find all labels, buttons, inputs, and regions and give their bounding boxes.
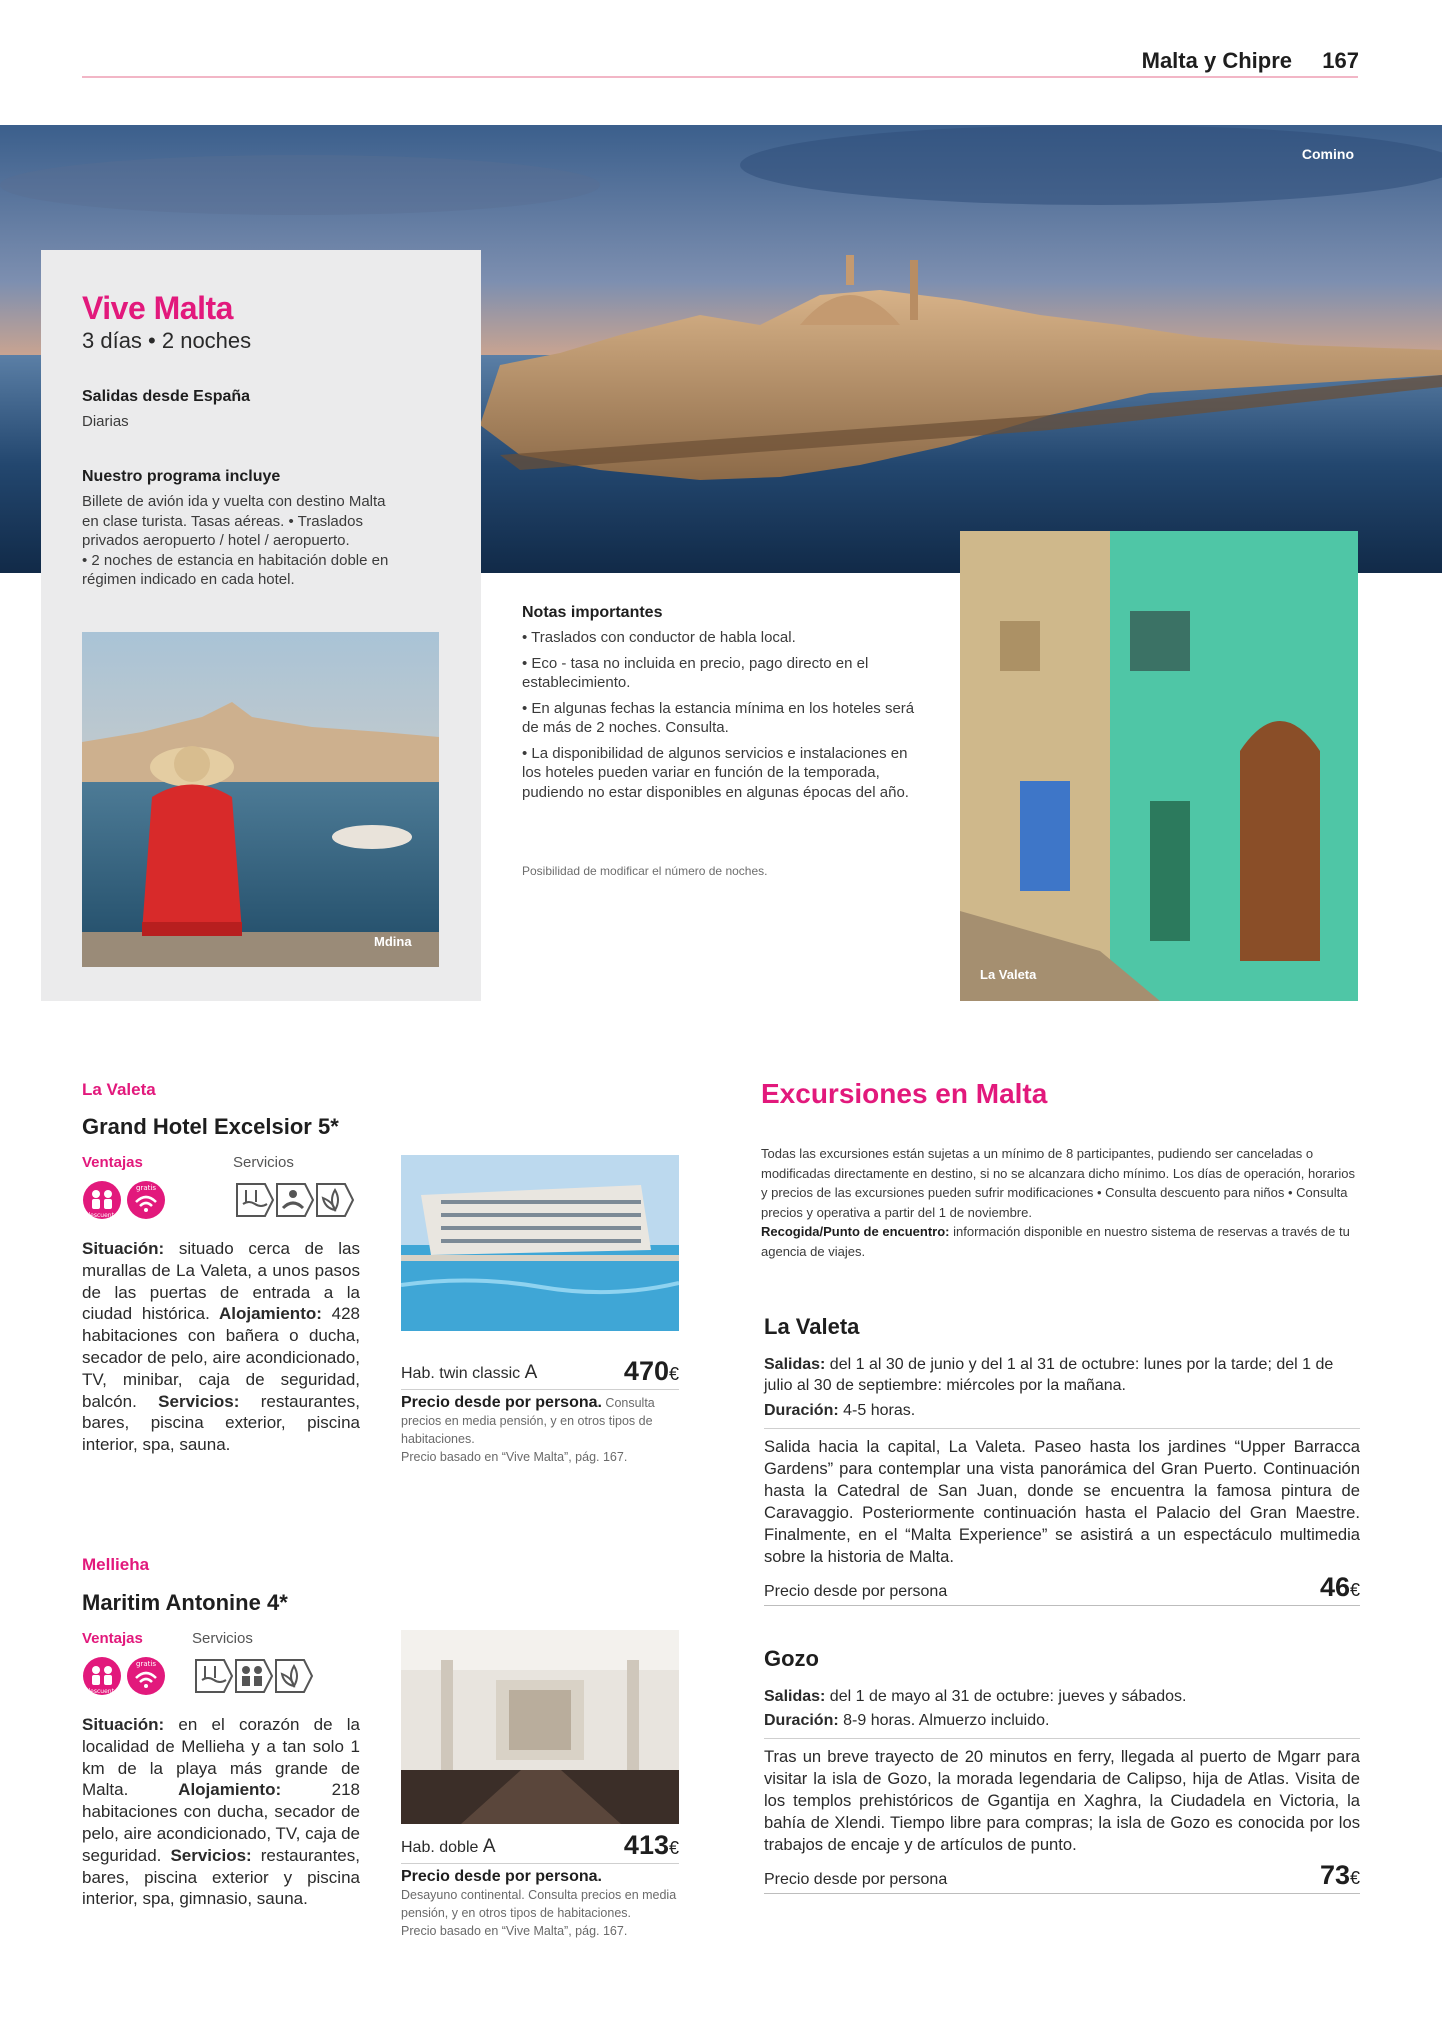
- mdina-photo: [82, 632, 439, 967]
- price-value: 73: [1319, 1860, 1350, 1890]
- excursion-duracion: [764, 1710, 1360, 1731]
- hotel-name: Grand Hotel Excelsior 5*: [82, 1114, 339, 1139]
- hotel-city: La Valeta: [82, 1080, 156, 1099]
- section-title: Malta y Chipre: [1141, 48, 1292, 73]
- excursion-name: La Valeta: [764, 1314, 860, 1339]
- room-type-text: Hab. doble: [401, 1839, 479, 1856]
- notes-item: • La disponibilidad de algunos servicios e instalaciones en los hoteles pueden variar en función de la temporada, pudiendo no estar disponibles en algunas épocas del año.: [522, 744, 909, 801]
- header-rule: [82, 76, 1358, 78]
- salidas-text: del 1 de mayo al 31 de octubre: jueves y sábados.: [825, 1688, 1187, 1705]
- servicios-icons: [233, 1178, 363, 1222]
- price-note-ref: Precio basado en “Vive Malta”, pág. 167.: [401, 1450, 628, 1464]
- desc-label: Servicios:: [136, 1391, 240, 1411]
- wellness-icon: [276, 1660, 312, 1692]
- excursion-duracion: [764, 1400, 1360, 1421]
- programa-heading: Nuestro programa incluye: [82, 468, 281, 485]
- desc-text: en el corazón de la localidad de Mellieha y a tan solo 1 km de la playa más grande de Malta.: [82, 1715, 360, 1800]
- mdina-caption: Mdina: [374, 934, 412, 949]
- salidas-text: del 1 al 30 de junio y del 1 al 31 de octubre: lunes por la tarde; del 1 de julio al 30 de septiembre: miércoles por la mañana.: [764, 1356, 1334, 1394]
- desc-text: restaurantes, bares, piscina exterior, piscina interior, spa, sauna.: [82, 1391, 360, 1455]
- excursions-intro: [761, 1144, 1357, 1261]
- hotel-description: [82, 1714, 360, 1910]
- excursion-description: Salida hacia la capital, La Valeta. Paseo hasta los jardines “Upper Barracca Gardens” para contemplar una vista panorámica del Gran Puerto. Continuación hasta la Catedral de San Juan, donde se encuentra la famosa pintura de Caravaggio. Posteriormente continuación hasta el Palacio del Gran Maestre. Finalmente, en el “Malta Experience” se asistirá a un espectáculo multimedia sobre la historia de Malta.: [764, 1437, 1360, 1566]
- price-currency: €: [668, 1364, 679, 1384]
- programa-body: [82, 492, 462, 590]
- price-note-text: Desayuno continental. Consulta precios en media pensión, y en otros tipos de habitaciones.: [401, 1888, 677, 1920]
- room-price-row: [401, 1354, 679, 1390]
- recogida-label: Recogida/Punto de encuentro:: [761, 1224, 950, 1239]
- programa-line: en clase turista. Tasas aéreas. • Traslados: [82, 512, 363, 530]
- room-price: [624, 1356, 679, 1387]
- price-note-head: Precio desde por persona.: [401, 1868, 602, 1885]
- duracion-text: 8-9 horas. Almuerzo incluido.: [838, 1712, 1050, 1729]
- notes-footnote: Posibilidad de modificar el número de noches.: [522, 864, 768, 878]
- excursion-price-row: [764, 1860, 1360, 1894]
- price-currency: €: [1349, 1868, 1360, 1888]
- price-currency: €: [668, 1838, 679, 1858]
- ventajas-label: Ventajas: [82, 1154, 143, 1171]
- notes-item: • Traslados con conductor de habla local.: [522, 629, 796, 646]
- salidas-body: Diarias: [82, 413, 129, 430]
- hotel-name: Maritim Antonine 4*: [82, 1590, 288, 1615]
- excursion-price: [1320, 1572, 1360, 1603]
- price-note-ref: Precio basado en “Vive Malta”, pág. 167.: [401, 1924, 628, 1938]
- desc-text: situado cerca de las murallas de La Valeta, a unos pasos de las puertas de entrada a la ciudad histórica.: [82, 1239, 360, 1324]
- ventajas-label: Ventajas: [82, 1630, 143, 1647]
- price-note-text: Consulta precios en media pensión, y en otros tipos de habitaciones.: [401, 1396, 655, 1446]
- servicios-label: Servicios: [233, 1154, 294, 1171]
- excursion-salidas: [764, 1354, 1360, 1396]
- excursion-divider: [764, 1738, 1360, 1739]
- price-note-head: Precio desde por persona.: [401, 1394, 602, 1411]
- recogida-text: información disponible en nuestro sistema de reservas a través de tu agencia de viajes.: [761, 1224, 1350, 1259]
- duracion-label: Duración:: [764, 1712, 839, 1729]
- desc-label: Alojamiento:: [128, 1780, 282, 1800]
- package-duration: 3 días • 2 noches: [82, 328, 252, 353]
- programa-line: régimen indicado en cada hotel.: [82, 571, 295, 588]
- svg-text:descuento: descuento: [86, 1212, 118, 1219]
- price-note: [401, 1868, 679, 1940]
- room-type: [401, 1362, 537, 1384]
- svg-text:gratis: gratis: [136, 1660, 156, 1668]
- package-title: Vive Malta: [82, 290, 233, 326]
- excursion-divider: [764, 1428, 1360, 1429]
- excursion-name: Gozo: [764, 1646, 819, 1671]
- hotel-photo-excelsior: [401, 1155, 679, 1331]
- svg-text:descuento: descuento: [86, 1688, 118, 1695]
- notes-list: [522, 628, 922, 808]
- pool-icon: [237, 1184, 273, 1216]
- duracion-text: 4-5 horas.: [838, 1402, 916, 1419]
- programa-line: • 2 noches de estancia en habitación doble en: [82, 551, 389, 569]
- notes-heading: Notas importantes: [522, 604, 663, 621]
- la-valeta-caption: La Valeta: [980, 967, 1037, 982]
- la-valeta-street-photo: [960, 531, 1358, 1001]
- price-value: 46: [1319, 1572, 1350, 1602]
- duracion-label: Duración:: [764, 1402, 839, 1419]
- desc-text: 428 habitaciones con bañera o ducha, secador de pelo, aire acondicionado, TV, minibar, caja de seguridad, balcón.: [82, 1304, 360, 1411]
- desc-label: Situación:: [82, 1239, 165, 1258]
- wifi-gratis-icon: [127, 1181, 165, 1219]
- notes-item: • Eco - tasa no incluida en precio, pago directo en el establecimiento.: [522, 654, 869, 691]
- hotel-description: [82, 1238, 360, 1456]
- room-code: A: [524, 1362, 538, 1383]
- room-type: [401, 1836, 496, 1858]
- pool-icon: [196, 1660, 232, 1692]
- excursion-description: Tras un breve trayecto de 20 minutos en ferry, llegada al puerto de Mgarr para visitar la isla de Gozo, la morada legendaria de Calipso, hija de Atlas. Visita de los templos prehistóricos de Ggantija en Xaghra, la Ciudadela en Victoria, la bahía de Xlendi. Tiempo libre para compras; la isla de Gozo es conocida por los trabajos de encaje y de artículos de punto.: [764, 1747, 1360, 1854]
- desc-label: Situación:: [82, 1715, 165, 1734]
- desc-text: restaurantes, bares, piscina exterior y piscina interior, spa, gimnasio, sauna.: [82, 1845, 360, 1909]
- family-discount-icon: [83, 1657, 121, 1695]
- programa-line: Billete de avión ida y vuelta con destino Malta: [82, 493, 386, 510]
- family-discount-icon: [83, 1181, 121, 1219]
- spa-icon: [277, 1184, 313, 1216]
- excursion-price-label: Precio desde por persona: [764, 1871, 948, 1888]
- price-value: 413: [623, 1830, 669, 1860]
- room-price-row: [401, 1828, 679, 1864]
- excursion-price-label: Precio desde por persona: [764, 1583, 948, 1600]
- notes-item: • En algunas fechas la estancia mínima en los hoteles será de más de 2 noches. Consulta.: [522, 699, 915, 736]
- servicios-label: Servicios: [192, 1630, 253, 1647]
- desc-label: Servicios:: [161, 1845, 252, 1865]
- hotel-city: Mellieha: [82, 1555, 150, 1574]
- excursions-intro-text: Todas las excursiones están sujetas a un mínimo de 8 participantes, pudiendo ser canceladas o modificadas directamente en destino, si no se alcanzara dicho mínimo. Los días de operación, horarios y precios de las excursiones pueden sufrir modificaciones • Consulta descuento para niños • Consulta precios y operativa a partir del 1 de noviembre.: [761, 1146, 1355, 1220]
- desc-text: 218 habitaciones con ducha, secador de pelo, aire acondicionado, TV, caja de seguridad.: [82, 1780, 360, 1865]
- price-value: 470: [623, 1356, 669, 1386]
- salidas-label: Salidas:: [764, 1356, 826, 1373]
- excursion-salidas: [764, 1686, 1360, 1707]
- room-code: A: [482, 1836, 496, 1857]
- excursion-price: [1320, 1860, 1360, 1891]
- ventajas-icons: [82, 1654, 172, 1698]
- wifi-gratis-icon: [127, 1657, 165, 1695]
- room-price: [624, 1830, 679, 1861]
- hero-caption: Comino: [1301, 146, 1354, 162]
- excursions-title: Excursiones en Malta: [761, 1078, 1048, 1109]
- salidas-heading: Salidas desde España: [82, 388, 251, 405]
- page-number: 167: [1322, 48, 1359, 73]
- price-currency: €: [1349, 1580, 1360, 1600]
- kids-club-icon: [236, 1660, 272, 1692]
- ventajas-icons: [82, 1178, 172, 1222]
- desc-label: Alojamiento:: [209, 1304, 322, 1324]
- servicios-icons: [192, 1654, 322, 1698]
- wellness-icon: [317, 1184, 353, 1216]
- price-note: [401, 1394, 679, 1466]
- svg-text:gratis: gratis: [136, 1184, 156, 1192]
- room-type-text: Hab. twin classic: [401, 1365, 521, 1382]
- excursion-price-row: [764, 1572, 1360, 1606]
- hotel-photo-maritim: [401, 1630, 679, 1824]
- programa-line: privados aeropuerto / hotel / aeropuerto.: [82, 532, 350, 549]
- salidas-label: Salidas:: [764, 1688, 826, 1705]
